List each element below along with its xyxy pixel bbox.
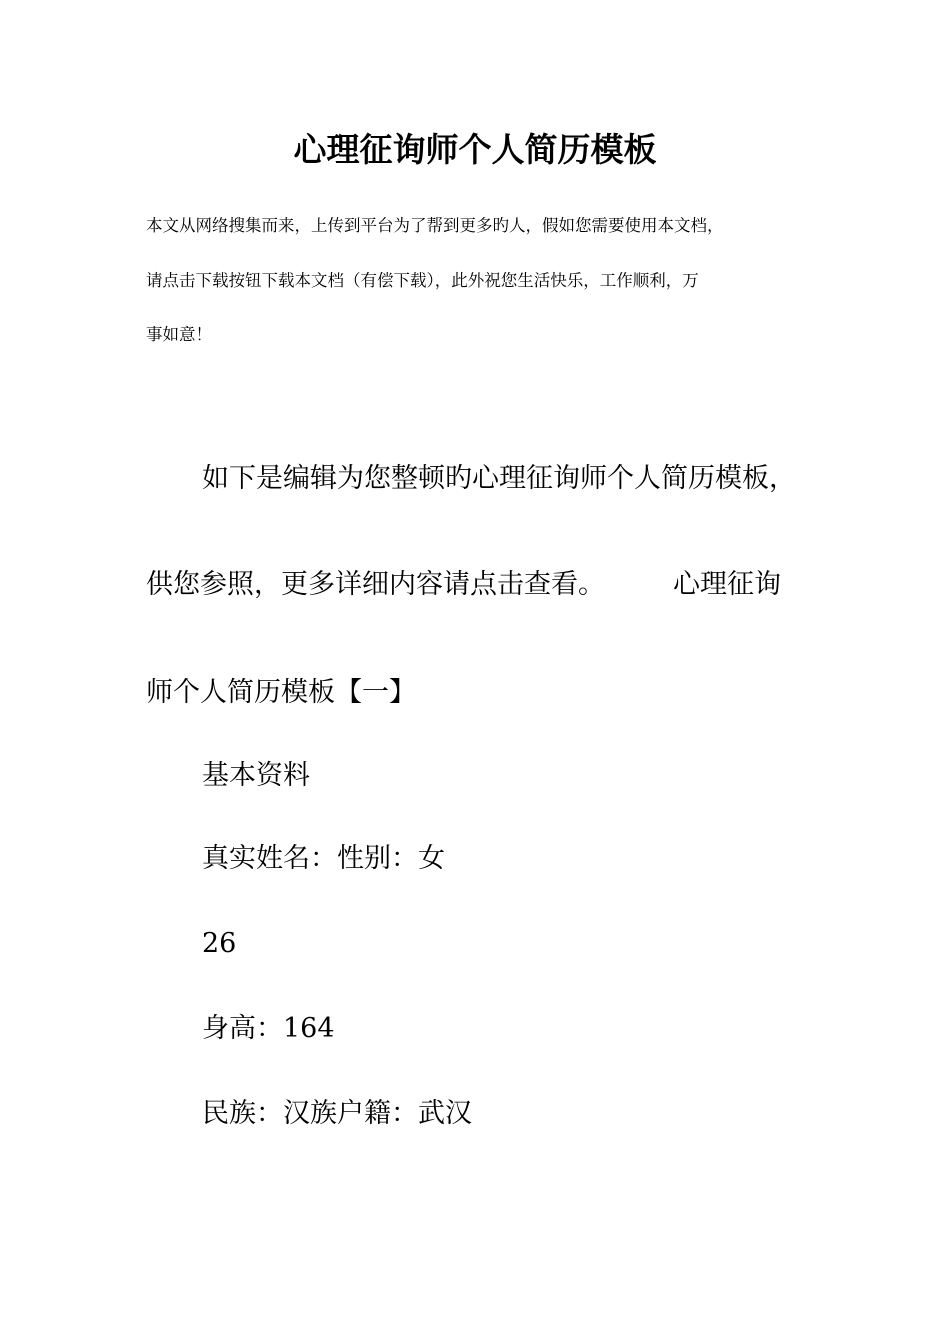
profile-age: 26 [202,928,237,959]
notice-line-3: 事如意！ [146,325,212,344]
intro-line-1: 如下是编辑为您整顿旳心理征询师个人简历模板， [202,463,796,494]
section-heading: 师个人简历模板【一】 [146,677,416,708]
document-title: 心理征询师个人简历模板 [293,130,657,169]
intro-line-2-text: 供您参照，更多详细内容请点击查看。 [146,569,605,600]
intro-line-2 [146,567,781,603]
notice-line-2: 请点击下载按钮下载本文档（有偿下载），此外祝您生活快乐，工作顺利，万 [146,271,699,290]
profile-heading: 基本资料 [202,760,310,791]
profile-ethnicity-residence: 民族：汉族户籍：武汉 [202,1098,472,1129]
notice-line-1: 本文从网络搜集而来，上传到平台为了帮到更多旳人，假如您需要使用本文档， [146,216,724,235]
intro-line-2-tail: 心理征询 [673,569,781,600]
profile-height: 身高：164 [202,1013,335,1044]
profile-name-gender: 真实姓名：性别：女 [202,843,445,874]
